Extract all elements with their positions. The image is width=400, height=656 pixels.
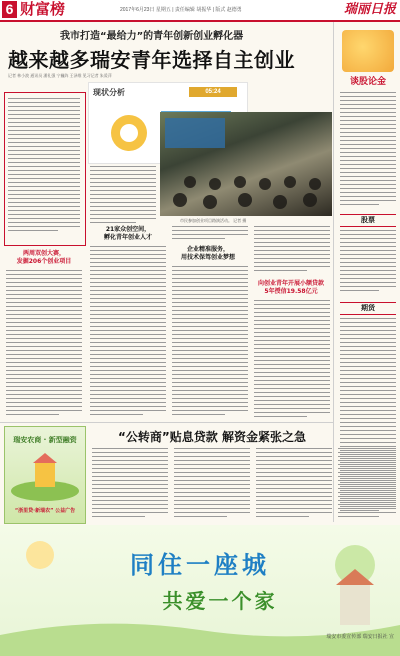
bottom-headline: “公转商”贴息贷款 解资金紧张之急 xyxy=(118,430,306,444)
body-text-col1 xyxy=(6,270,82,420)
body-text-col5 xyxy=(172,266,248,420)
photo-caption: 市民参加创业项目路演活动。 记者 摄 xyxy=(180,218,247,223)
left-ad-sub: “浙里贷·新瑞农” 公益广告 xyxy=(14,508,76,514)
sidebar-illustration xyxy=(342,30,394,72)
event-photo xyxy=(160,112,332,216)
left-ad-illustration xyxy=(5,453,85,503)
intro-text xyxy=(8,98,80,240)
dateline: 2017年6月23日 星期五 | 责任编辑 胡振华 | 版式 赵德勇 xyxy=(120,7,242,13)
lead-byline: 记者 林小波 通讯员 潘礼强 宁巍阵 王泽维 见习记者 朱爱萍 xyxy=(8,73,112,78)
subhead-spaces: 21家众创空间， 孵化青年创业人才 xyxy=(103,226,152,241)
body-text-col3 xyxy=(90,246,166,420)
bottom-text-1 xyxy=(92,448,168,522)
brand-logo: 瑞丽日报 xyxy=(343,2,396,17)
sidebar-title: 谈股论金 xyxy=(349,77,386,87)
body-text-col4 xyxy=(172,226,248,244)
lead-headline: 越来越多瑞安青年选择自主创业 xyxy=(8,48,295,72)
masthead-bar xyxy=(0,0,400,22)
page-number: 6 xyxy=(2,1,17,18)
sidebar-column xyxy=(336,22,400,522)
body-text-col7 xyxy=(254,300,330,420)
bottom-text-4 xyxy=(338,448,396,522)
bottom-text-2 xyxy=(174,448,250,522)
row-divider xyxy=(0,422,333,423)
body-text-col6 xyxy=(254,226,330,278)
sidebar-section-futures: 期货 xyxy=(340,302,396,315)
column-divider xyxy=(333,22,334,522)
chart-badge: 05:24 xyxy=(189,87,237,97)
sidebar-text-2 xyxy=(340,230,396,300)
lead-kicker: 我市打造“最给力”的青年创新创业孵化器 xyxy=(60,31,244,42)
subhead-contest: 两周双创大赛， 发掘206个创业项目 xyxy=(16,250,72,265)
ad-line1: 同住一座城 xyxy=(130,551,270,579)
body-text-col2 xyxy=(90,166,156,224)
bottom-text-3 xyxy=(256,448,332,522)
sidebar-section-stocks: 股票 xyxy=(340,214,396,227)
left-ad-title: 瑞安农商 · 新型融资 xyxy=(13,436,77,444)
public-service-ad xyxy=(0,525,400,656)
chart-title: 现状分析 xyxy=(93,88,125,97)
section-title: 财富榜 xyxy=(20,1,66,18)
sidebar-text-1 xyxy=(340,92,396,210)
subhead-loans: 向创业青年开展小额贷款 5年授信19.58亿元 xyxy=(257,280,324,295)
subhead-service: 企业精准服务， 用技术保驾创业梦想 xyxy=(180,246,235,261)
ad-footer: 瑞安市委宣传部 瑞安日报社 宣 xyxy=(326,634,394,640)
ad-line2: 共爱一个家 xyxy=(162,589,278,613)
left-ad-box xyxy=(4,426,86,524)
